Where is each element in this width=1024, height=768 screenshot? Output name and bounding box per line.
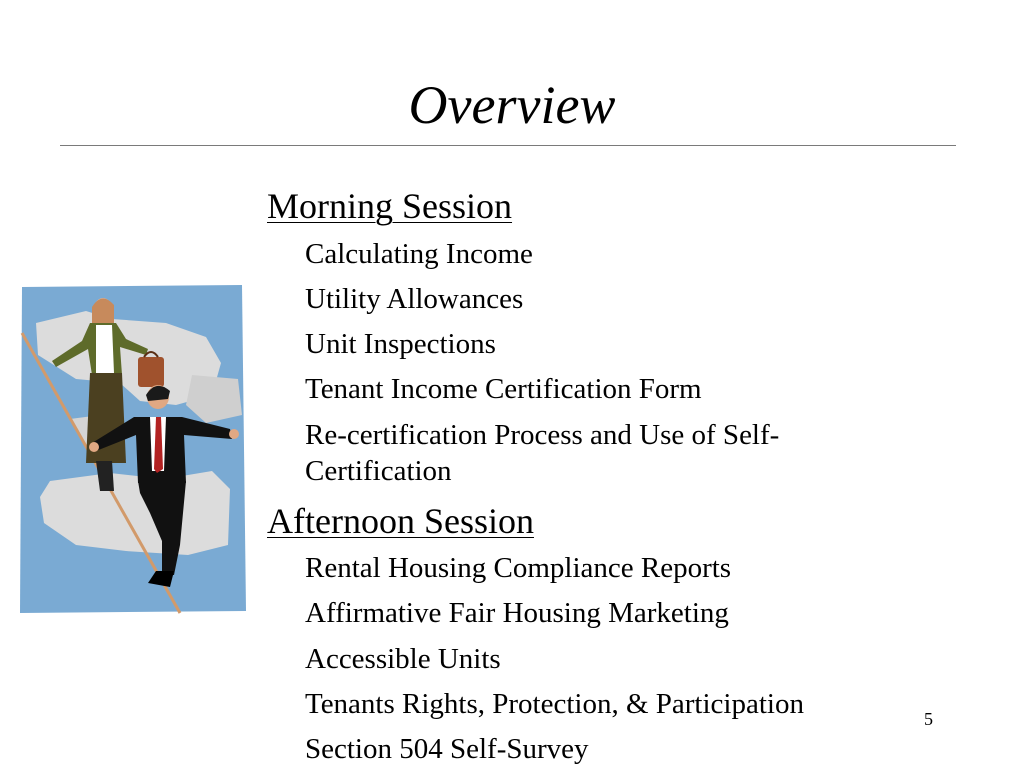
- tightrope-walkers-illustration: [16, 283, 248, 617]
- slide-title: Overview: [408, 75, 616, 135]
- morning-item-calculating-income: Calculating Income: [305, 238, 533, 270]
- afternoon-item-section-504: Section 504 Self-Survey: [305, 733, 589, 765]
- title-divider: [60, 145, 956, 146]
- afternoon-item-accessible-units: Accessible Units: [305, 643, 501, 675]
- afternoon-item-fair-housing-marketing: Affirmative Fair Housing Marketing: [305, 597, 729, 629]
- page-number: 5: [924, 709, 933, 729]
- morning-session-heading: Morning Session: [267, 186, 513, 226]
- morning-item-utility-allowances: Utility Allowances: [305, 283, 524, 315]
- morning-item-recertification-process: Re-certification Process and Use of Self-Certification: [305, 419, 780, 487]
- afternoon-item-tenants-rights: Tenants Rights, Protection, & Participation: [305, 688, 804, 720]
- afternoon-session-heading: Afternoon Session: [267, 501, 534, 541]
- morning-item-unit-inspections: Unit Inspections: [305, 328, 496, 360]
- morning-item-tenant-income-certification: Tenant Income Certification Form: [305, 373, 702, 405]
- afternoon-item-compliance-reports: Rental Housing Compliance Reports: [305, 552, 732, 584]
